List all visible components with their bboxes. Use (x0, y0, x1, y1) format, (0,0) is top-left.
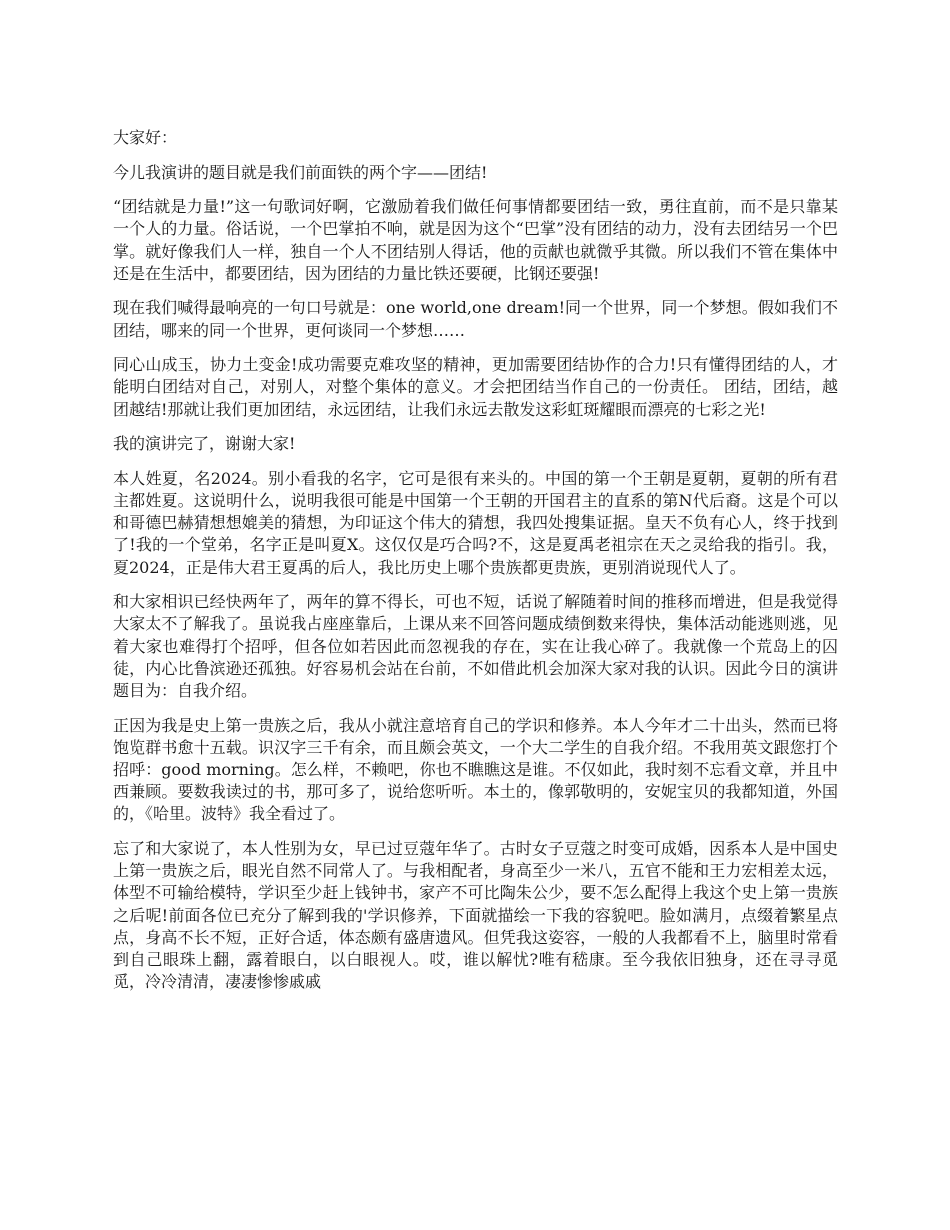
paragraph-acquaintance: 和大家相识已经快两年了，两年的算不得长，可也不短，话说了解随着时间的推移而增进，但是我觉得大家太不了解我了。虽说我占座座靠后，上课从来不回答问题成绩倒数来得快，集体活动能逃则逃，见着大家也难得打个招呼，但各位如若因此而忽视我的存在，实在让我心碎了。我就像一个荒岛上的囚徒，内心比鲁滨逊还孤独。好容易机会站在台前，不如借此机会加深大家对我的认识。因此今日的演讲题目为：自我介绍。 (113, 592, 838, 700)
paragraph-learning: 正因为我是史上第一贵族之后，我从小就注意培育自己的学识和修养。本人今年才二十出头，然而已将饱览群书愈十五载。识汉字三千有余，而且颇会英文，一个大二学生的自我介绍。不我用英文跟您打个招呼：good morning。怎么样，不赖吧，你也不瞧瞧这是谁。不仅如此，我时刻不忘看文章，并且中西兼顾。要数我读过的书，那可多了，说给您听听。本土的，像郭敬明的，安妮宝贝的我都知道，外国的，《哈里。波特》我全看过了。 (113, 715, 838, 824)
paragraph-topic: 今儿我演讲的题目就是我们前面铁的两个字——团结! (113, 162, 488, 182)
paragraph-greeting: 大家好： (113, 128, 178, 147)
paragraph-appearance: 忘了和大家说了，本人性别为女，早已过豆蔻年华了。古时女子豆蔻之时变可成婚，因系本人是中国史上第一贵族之后，眼光自然不同常人了。与我相配者，身高至少一米八，五官不能和王力宏相差太远，体型不可输给模特，学识至少赶上钱钟书，家产不可比陶朱公少，要不怎么配得上我这个史上第一贵族之后呢!前面各位已充分了解到我的'学识修养，下面就描绘一下我的容貌吧。脸如满月，点缀着繁星点点，身高不长不短，正好合适，体态颇有盛唐遗风。但凭我这姿容，一般的人我都看不上，脑里时常看到自己眼珠上翻，露着眼白，以白眼视人。哎，谁以解忧?唯有嵇康。至今我依旧独身，还在寻寻觅觅，冷冷清清，凄凄惨惨戚戚 (113, 839, 838, 992)
paragraph-unity-power: “团结就是力量!”这一句歌词好啊，它激励着我们做任何事情都要团结一致，勇往直前，而不是只靠某一个人的力量。俗话说，一个巴掌拍不响，就是因为这个“巴掌”没有团结的动力，没有去团结另一个巴掌。就好像我们人一样，独自一个人不团结别人得话，他的贡献也就微乎其微。所以我们不管在集体中还是在生活中，都要团结，因为团结的力量比铁还要硬，比钢还要强! (113, 197, 838, 283)
paragraph-closing: 我的演讲完了，谢谢大家! (113, 434, 296, 454)
paragraph-cooperation: 同心山成玉，协力土变金!成功需要克难攻坚的精神，更加需要团结协作的合力!只有懂得团结的人，才能明白团结对自己，对别人，对整个集体的意义。才会把团结当作自己的一份责任。 团结，团结，越团越结!那就让我们更加团结，永远团结，让我们永远去散发这彩虹斑耀眼而漂亮的七彩之光! (113, 355, 838, 419)
document-body (113, 127, 838, 1006)
paragraph-slogan: 现在我们喊得最响亮的一句口号就是：one world,one dream!同一个世界，同一个梦想。假如我们不团结，哪来的同一个世界，更何谈同一个梦想…… (113, 298, 838, 340)
paragraph-surname: 本人姓夏，名2024。别小看我的名字，它可是很有来头的。中国的第一个王朝是夏朝，夏朝的所有君主都姓夏。这说明什么，说明我很可能是中国第一个王朝的开国君主的直系的第N代后裔。这是个可以和哥德巴赫猜想想媲美的猜想，为印证这个伟大的猜想，我四处搜集证据。皇天不负有心人，终于找到了!我的一个堂弟，名字正是叫夏X。这仅仅是巧合吗?不，这是夏禹老祖宗在天之灵给我的指引。我，夏2024，正是伟大君王夏禹的后人，我比历史上哪个贵族都更贵族，更别消说现代人了。 (113, 468, 838, 577)
